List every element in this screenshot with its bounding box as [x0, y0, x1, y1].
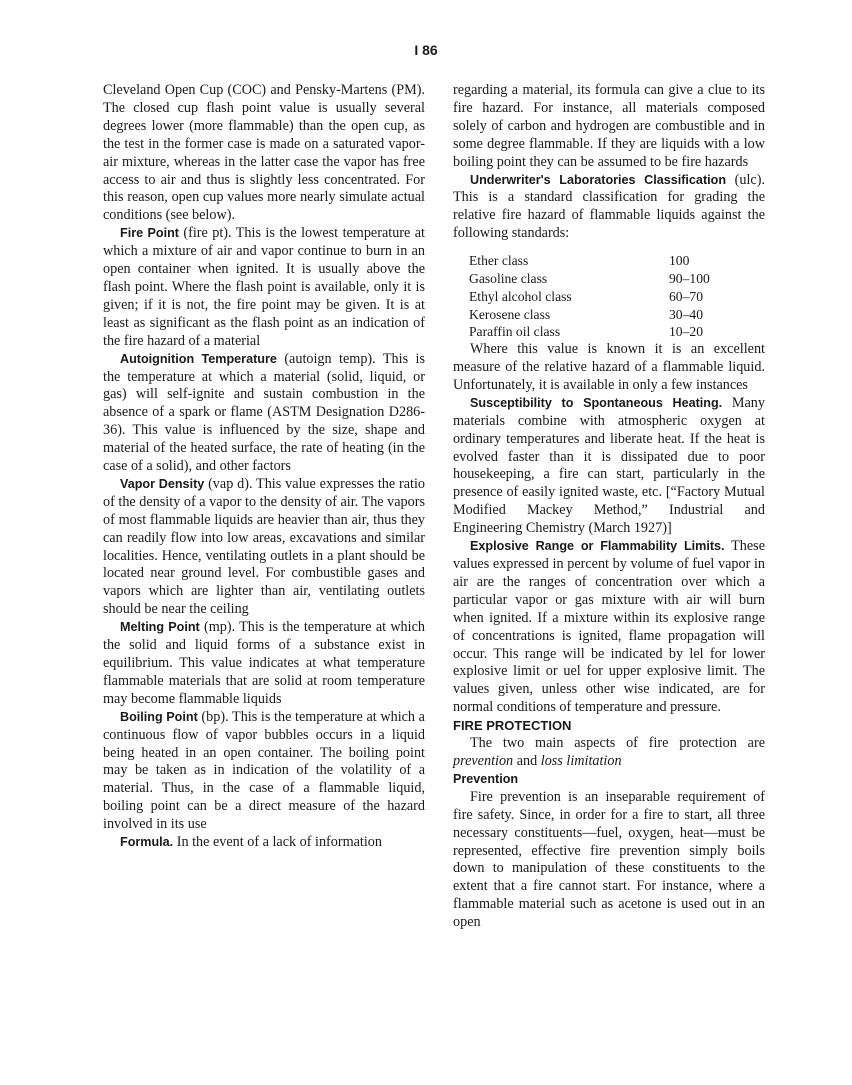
ulc-paragraph	[453, 172, 765, 244]
explosive-range-text: These values expressed in percent by volume of fuel vapor in air are the ranges of concentration over which a particular vapor or gas mixture with air will burn when ignited. If a mixture within its explosive range of concentrations is ignited, flame propagation will occur. This range will be indicated by lel for lower explosive limit or uel for upper explosive limit. The values given, unless other wise indicated, are for normal conditions of temperature and pressure.	[453, 538, 765, 716]
formula-text: In the event of a lack of information	[173, 834, 382, 851]
ulc-followup: Where this value is known it is an excellent measure of the relative hazard of a flammable liquid. Unfortunately, it is available in only a few instances	[453, 341, 765, 393]
ulc-value: 90–100	[669, 270, 710, 286]
ulc-value: 100	[669, 253, 690, 269]
ulc-row	[469, 323, 739, 341]
vapor-density-paragraph	[103, 476, 425, 619]
boiling-point-heading: Boiling Point	[120, 709, 198, 724]
autoignition-paragraph	[103, 351, 425, 476]
spontaneous-heating-heading: Susceptibility to Spontaneous Heating.	[470, 395, 723, 410]
formula-continuation: regarding a material, its formula can give a clue to its fire hazard. For instance, all materials composed solely of carbon and hydrogen are combustible and in some degree flammable. If they are liquids with a low boiling point they can be assumed to be fire hazards	[453, 82, 765, 170]
melting-point-heading: Melting Point	[120, 620, 200, 635]
ulc-table	[469, 252, 739, 341]
ulc-class: Gasoline class	[469, 270, 548, 286]
ulc-row	[469, 270, 739, 288]
spontaneous-heating-text: Many materials combine with atmospheric oxygen at ordinary temperatures and liberate heat. If the heat is evolved faster than it is dissipated due to poor housekeeping, a fire can start, particularly in the presence of easily ignited waste, etc. [“Factory Mutual Modified Mackey Method,” Industrial and Engineering Chemistry (March 1927)]	[453, 394, 765, 537]
boiling-point-text: (bp). This is the temperature at which a continuous flow of vapor bubbles occurs in a liquid being heated in an open container. The boiling point may be taken as in indication of the volatility of a material. Thus, in the case of a flammable liquid, boiling point can be a direct measure of the hazard involved in its use	[103, 708, 425, 833]
left-column	[103, 82, 425, 852]
autoignition-text: (autoign temp). This is the temperature at which a material (solid, liquid, or gas) will self-ignite and sustain combustion in the absence of a spark or flame (ASTM Designation D286-36). This value is influenced by the size, shape and material of the heated surface, the rate of heating (in the case of a solid), and other factors	[103, 350, 425, 475]
explosive-range-heading: Explosive Range or Flammability Limits.	[470, 539, 725, 554]
autoignition-heading: Autoignition Temperature	[120, 351, 277, 366]
fire-point-paragraph	[103, 225, 425, 350]
melting-point-text: (mp). This is the temperature at which the solid and liquid forms of a substance exist in equilibrium. This value indicates at what temperature flammable materials that are solid at room temperature may become flammable liquids	[103, 619, 425, 707]
ulc-heading: Underwriter's Laboratories Classification	[470, 172, 727, 187]
right-column	[453, 82, 765, 932]
ulc-row	[469, 288, 739, 306]
spontaneous-heating-paragraph	[453, 395, 765, 538]
ulc-row	[469, 306, 739, 324]
formula-heading: Formula.	[120, 835, 174, 850]
ulc-class: Paraffin oil class	[469, 324, 561, 340]
prevention-term: prevention	[453, 752, 514, 769]
vapor-density-heading: Vapor Density	[120, 476, 205, 491]
ulc-value: 10–20	[669, 324, 703, 340]
ulc-class: Kerosene class	[469, 306, 551, 322]
ulc-class: Ethyl alcohol class	[469, 288, 572, 304]
flash-point-continuation: Cleveland Open Cup (COC) and Pensky-Martens (PM). The closed cup flash point value is usually several degrees lower (more flammable) than the open cup, as the test in the former case is made on a saturated vapor-air mixture, whereas in the latter case the vapor has free access to air and thus is slightly less concentrated. For this reason, open cup values more nearly simulate actual conditions (see below).	[103, 82, 425, 224]
page-number: I 86	[414, 42, 438, 58]
vapor-density-text: (vap d). This value expresses the ratio of the density of a vapor to the density of air. The vapors of most flammable liquids are heavier than air, thus they can readily flow into low areas, excavations and similar localities. Hence, ventilating outlets in a plant should be located near ground level. For combustible gases and vapors which are lighter than air, ventilating outlets should be near the ceiling	[103, 475, 425, 618]
ulc-row	[469, 252, 739, 270]
prevention-paragraph: Fire prevention is an inseparable requirement of fire safety. Since, in order for a fire to start, all three necessary constituents—fuel, oxygen, heat—must be represented, effective fire prevention simply boils down to manipulation of these constituents to the extent that a fire cannot start. For instance, where a flammable material such as acetone is used out in an open	[453, 788, 765, 931]
melting-point-paragraph	[103, 619, 425, 709]
ulc-value: 60–70	[669, 288, 703, 304]
fire-protection-intro-text: The two main aspects of fire protection are	[470, 735, 765, 752]
fire-protection-intro	[453, 735, 765, 771]
fire-protection-and: and	[513, 752, 541, 769]
formula-paragraph	[103, 834, 425, 852]
ulc-text: (ulc). This is a standard classification for grading the relative fire hazard of flammable liquids against the following standards:	[453, 171, 765, 242]
prevention-heading: Prevention	[453, 771, 519, 786]
fire-point-heading: Fire Point	[120, 226, 179, 241]
ulc-value: 30–40	[669, 306, 703, 322]
ulc-class: Ether class	[469, 253, 529, 269]
explosive-range-paragraph	[453, 538, 765, 717]
loss-limitation-term: loss limitation	[540, 752, 622, 769]
fire-point-text: (fire pt). This is the lowest temperature at which a mixture of air and vapor continue to burn in an open container when ignited. It is usually above the flash point. Where the flash point is available, only it is given; if it is not, the fire point may be given. It is at least as significant as the flash point as an indication of the fire hazard of a material	[103, 225, 425, 349]
fire-protection-heading: FIRE PROTECTION	[453, 718, 572, 734]
boiling-point-paragraph	[103, 709, 425, 834]
